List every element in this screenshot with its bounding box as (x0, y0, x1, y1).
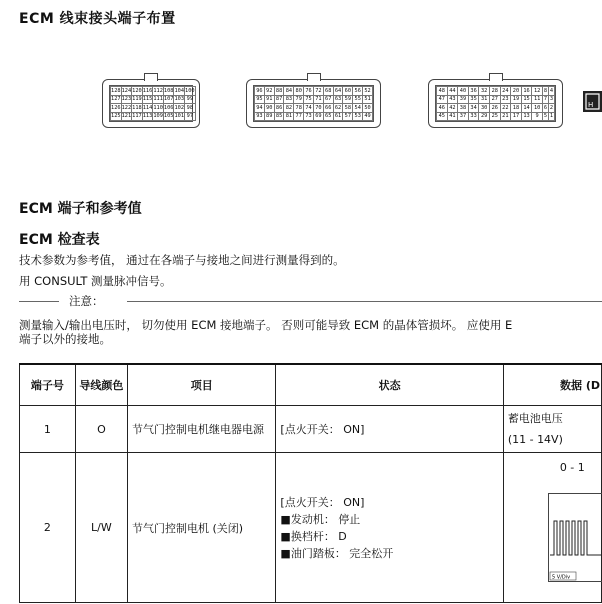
pin-number: 124 (121, 87, 132, 94)
pin-number: 20 (511, 87, 522, 96)
pin-number: 38 (458, 104, 469, 113)
table-row (20, 406, 602, 453)
pin-number: 113 (142, 113, 153, 120)
pin-number: 4 (549, 87, 554, 94)
section2-title: ECM 端子和参考值 (19, 201, 142, 217)
pin-number: 23 (500, 95, 511, 104)
pin-number: 69 (315, 113, 322, 120)
state-shift-lever: ■换档杆： D (280, 529, 347, 543)
para-reference-values: 技术参数为参考值， 通过在各端子与接地之间进行测量得到的。 (19, 253, 345, 267)
pin-number: 125 (111, 113, 121, 120)
pin-number: 99 (185, 95, 196, 104)
pin-number: 70 (315, 104, 322, 111)
pin-number: 76 (305, 87, 312, 94)
pin-number: 15 (521, 95, 532, 104)
pin-number: 6 (543, 104, 548, 111)
pin-number: 98 (185, 104, 196, 113)
pin-number: 110 (153, 104, 163, 111)
pin-number: 28 (489, 87, 500, 96)
pin-number: 102 (174, 104, 185, 111)
pin-number: 106 (163, 104, 174, 111)
pin-number: 43 (447, 95, 458, 104)
pin-number: 93 (256, 113, 263, 120)
pin-number: 56 (354, 87, 361, 94)
pin-number: 14 (521, 104, 532, 113)
header-state: 状态 (276, 364, 503, 406)
pin-number: 121 (121, 113, 132, 120)
pin-number: 57 (344, 113, 352, 120)
pin-number: 75 (305, 96, 312, 103)
pin-number: 112 (153, 87, 163, 94)
pin-number: 25 (489, 112, 500, 121)
pin-number: 37 (458, 112, 469, 121)
pin-number: 77 (295, 113, 302, 120)
pin-number: 16 (521, 87, 532, 96)
pin-number: 94 (256, 104, 263, 111)
connector-1-48 (428, 79, 563, 128)
pin-number: 40 (458, 87, 469, 96)
pin-number: 80 (295, 87, 302, 94)
pin-number: 11 (532, 95, 543, 104)
pin-number: 127 (111, 96, 121, 103)
pin-number: 116 (142, 87, 153, 94)
pin-number: 87 (275, 96, 283, 103)
data-voltage-range: (11 - 14V) (507, 433, 563, 446)
connector-97-128 (102, 79, 200, 128)
pin-number: 89 (266, 113, 273, 120)
pin-number: 90 (266, 104, 273, 111)
pin-number: 27 (489, 95, 500, 104)
pin-number: 21 (500, 112, 511, 121)
pin-number: 19 (511, 95, 522, 104)
pin-number: 48 (437, 87, 448, 96)
cell-item: 节气门控制电机继电器电源 (128, 406, 276, 453)
pin-number: 1 (549, 113, 554, 120)
pin-number: 39 (458, 95, 469, 104)
svg-text:H: H (588, 101, 594, 109)
pin-number: 107 (163, 96, 174, 103)
pin-number: 101 (174, 113, 185, 120)
header-item: 项目 (128, 364, 276, 406)
connector-49-96 (246, 79, 381, 128)
caution-text-line2: 端子以外的接地。 (19, 332, 111, 346)
pin-number: 82 (285, 104, 293, 111)
header-data: 数据 (D (503, 364, 601, 406)
header-wire-color: 导线颜色 (75, 364, 127, 406)
subsection-title: ECM 检查表 (19, 232, 100, 248)
pin-number: 3 (549, 96, 554, 103)
pin-number: 92 (266, 87, 273, 94)
pin-number: 109 (153, 113, 163, 120)
pin-number: 32 (479, 87, 490, 96)
pin-number: 36 (468, 87, 479, 96)
pin-number: 33 (468, 112, 479, 121)
pin-number: 117 (132, 113, 142, 120)
pin-number: 53 (354, 113, 361, 120)
oscilloscope-waveform (548, 493, 602, 583)
caution-divider (19, 292, 602, 310)
cell-terminal: 2 (20, 453, 76, 603)
pin-number: 91 (266, 96, 273, 103)
pin-number: 71 (315, 96, 322, 103)
pin-number: 8 (543, 87, 548, 94)
pin-number: 84 (285, 87, 293, 94)
pin-number: 12 (532, 87, 543, 96)
pin-number: 74 (305, 104, 312, 111)
pin-number: 66 (325, 104, 332, 111)
cell-wire-color: L/W (75, 453, 127, 603)
pin-number: 52 (364, 87, 371, 94)
pin-number: 115 (142, 96, 153, 103)
cell-terminal: 1 (20, 406, 76, 453)
pin-number: 62 (334, 104, 342, 111)
pin-number: 61 (334, 113, 342, 120)
pin-number: 65 (325, 113, 332, 120)
pin-number: 79 (295, 96, 302, 103)
pin-number: 50 (364, 104, 371, 111)
pin-number: 2 (549, 104, 554, 111)
pin-number: 104 (174, 87, 185, 94)
cell-state (276, 453, 503, 603)
state-engine: ■发动机： 停止 (280, 512, 361, 526)
pin-number: 119 (132, 96, 142, 103)
pin-number: 55 (354, 96, 361, 103)
data-range: 0 - 1 (559, 461, 585, 474)
pin-number: 108 (163, 87, 174, 94)
pin-number: 103 (174, 96, 185, 103)
pin-number: 100 (185, 87, 195, 94)
pin-number: 22 (500, 104, 511, 113)
pin-number: 73 (305, 113, 312, 120)
pin-number: 105 (163, 113, 174, 120)
pin-number: 30 (479, 104, 490, 113)
cell-state: [点火开关： ON] (276, 406, 503, 453)
pin-number: 45 (437, 112, 448, 121)
section-title: ECM 线束接头端子布置 (19, 11, 176, 27)
pin-number: 54 (354, 104, 361, 111)
pin-number: 59 (344, 96, 352, 103)
pin-number: 111 (153, 96, 163, 103)
ecm-check-table (19, 363, 602, 603)
cell-wire-color: O (75, 406, 127, 453)
pin-number: 72 (315, 87, 322, 94)
table-row (20, 453, 602, 603)
pin-number: 9 (532, 112, 543, 121)
pin-number: 5 (543, 113, 548, 120)
pin-number: 122 (121, 104, 132, 111)
pin-number: 68 (325, 87, 332, 94)
pin-number: 78 (295, 104, 302, 111)
pin-number: 81 (285, 113, 293, 120)
pin-number: 44 (447, 87, 458, 96)
cell-item: 节气门控制电机 (关闭) (128, 453, 276, 603)
pin-number: 35 (468, 95, 479, 104)
pin-number: 85 (275, 113, 283, 120)
caution-label: 注意： (63, 293, 110, 309)
state-accelerator: ■油门踏板： 完全松开 (280, 546, 394, 560)
pin-number: 31 (479, 95, 490, 104)
pin-number: 34 (468, 104, 479, 113)
pin-number: 46 (437, 104, 448, 113)
pin-number: 18 (511, 104, 522, 113)
pin-number: 123 (121, 96, 132, 103)
caution-text-line1: 测量输入/输出电压时， 切勿使用 ECM 接地端子。 否则可能导致 ECM 的晶体管损坏。 应使用 E (19, 318, 513, 332)
cell-data (503, 406, 601, 453)
pin-number: 51 (364, 96, 371, 103)
para-consult: 用 CONSULT 测量脉冲信号。 (19, 274, 172, 288)
pin-number: 118 (132, 104, 142, 111)
header-terminal: 端子号 (20, 364, 76, 406)
scope-scale-label: 5 V/Div (551, 574, 570, 581)
pin-number: 49 (364, 113, 371, 120)
pin-number: 64 (334, 87, 342, 94)
pin-number: 120 (132, 87, 142, 94)
pin-number: 60 (344, 87, 352, 94)
pin-number: 114 (142, 104, 153, 111)
pin-number: 67 (325, 96, 332, 103)
pin-number: 42 (447, 104, 458, 113)
pin-number: 41 (447, 112, 458, 121)
pin-number: 7 (543, 96, 548, 103)
pin-number: 29 (479, 112, 490, 121)
pin-number: 17 (511, 112, 522, 121)
pin-number: 97 (185, 112, 196, 121)
pin-number: 95 (256, 96, 263, 103)
pin-number: 88 (275, 87, 283, 94)
pin-number: 128 (111, 87, 121, 94)
pin-number: 63 (334, 96, 342, 103)
pin-number: 24 (500, 87, 511, 96)
pin-number: 10 (532, 104, 543, 113)
data-battery-voltage: 蓄电池电压 (507, 412, 563, 425)
pin-number: 13 (521, 112, 532, 121)
pin-number: 96 (256, 87, 263, 94)
pin-number: 86 (275, 104, 283, 111)
pin-number: 47 (437, 95, 448, 104)
pin-number: 126 (111, 104, 121, 111)
pin-number: 83 (285, 96, 293, 103)
harness-side-icon (583, 91, 602, 112)
cell-data (503, 453, 601, 603)
pin-number: 26 (489, 104, 500, 113)
pin-number: 58 (344, 104, 352, 111)
state-ignition: [点火开关： ON] (280, 495, 365, 509)
